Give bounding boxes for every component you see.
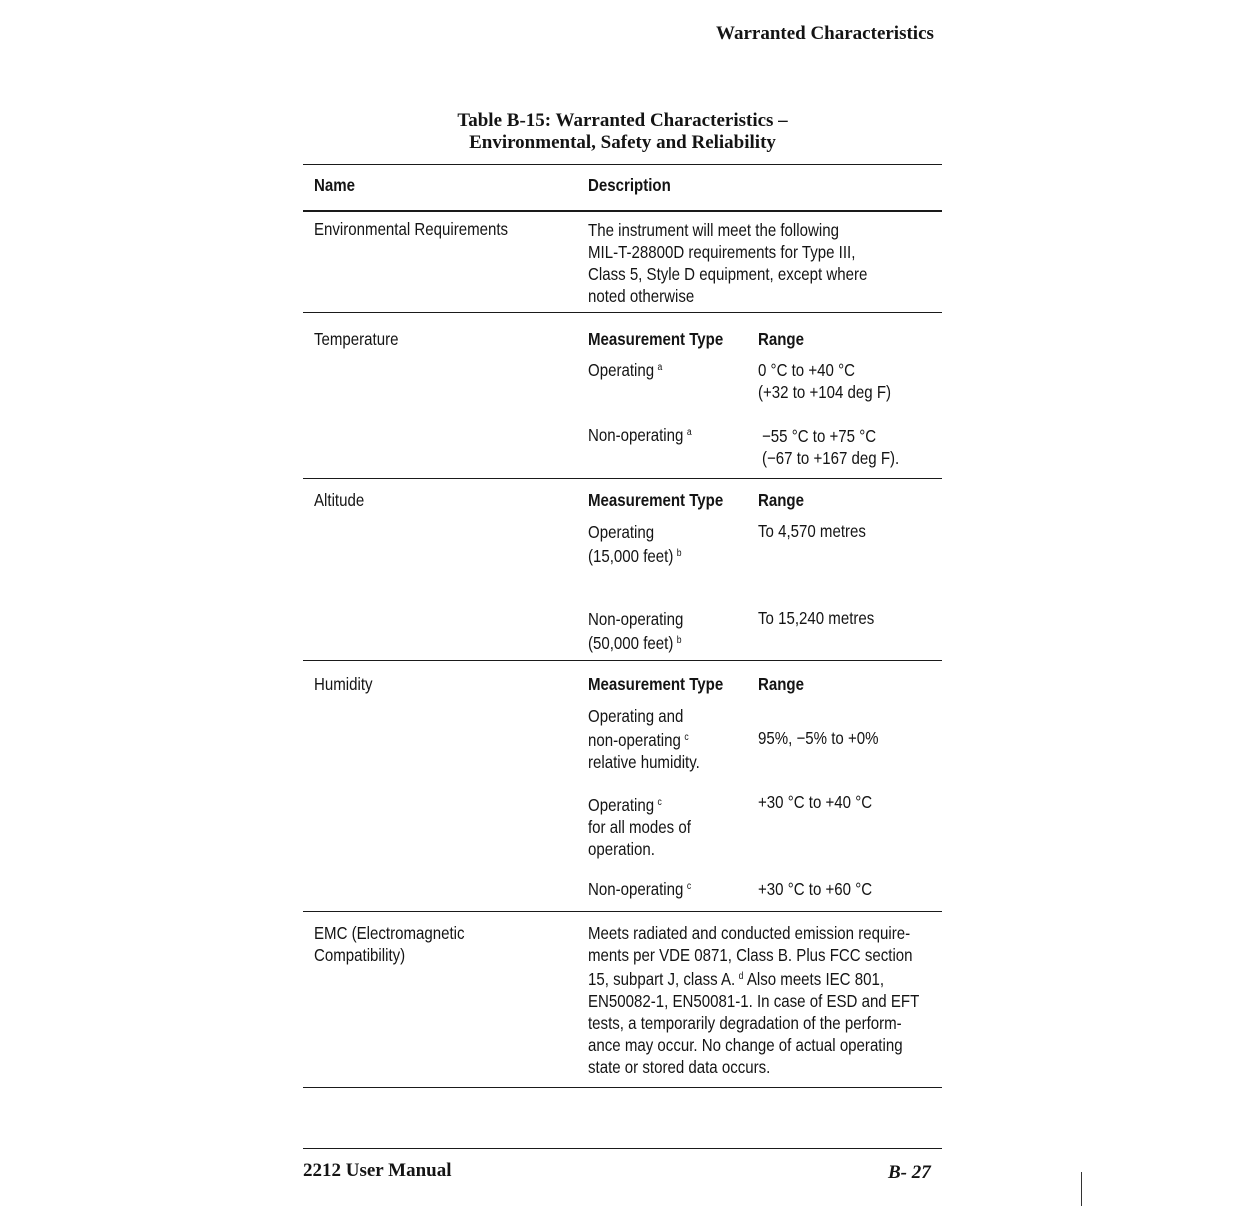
subheader-range: Range bbox=[758, 329, 804, 349]
humidity-relative-range: 95%, −5% to +0% bbox=[758, 728, 879, 748]
scan-mark bbox=[1081, 1172, 1082, 1206]
row-name-environmental: Environmental Requirements bbox=[314, 219, 509, 239]
row-name-altitude: Altitude bbox=[314, 490, 365, 510]
table-top-rule bbox=[303, 164, 942, 165]
row-description-environmental bbox=[588, 219, 867, 307]
temperature-nonoperating-range: −55 °C to +75 °C (−67 to +167 deg F). bbox=[762, 426, 900, 468]
row-name-emc: EMC (Electromagnetic Compatibility) bbox=[314, 923, 465, 965]
table-bottom-rule bbox=[303, 1087, 942, 1088]
footnote-marker: b bbox=[676, 635, 682, 646]
altitude-operating-label: Operating (15,000 feet) $^b$ bbox=[588, 522, 682, 566]
humidity-operating-range: +30 °C to +40 °C bbox=[758, 792, 873, 812]
subheader-range: Range bbox=[758, 674, 804, 694]
description-line: The instrument will meet the following bbox=[588, 220, 839, 240]
subheader-range: Range bbox=[758, 490, 804, 510]
subheader-measurement-type: Measurement Type bbox=[588, 329, 724, 349]
footnote-marker: c bbox=[684, 732, 689, 743]
running-header: Warranted Characteristics bbox=[716, 23, 934, 44]
temperature-operating-range: 0 °C to +40 °C (+32 to +104 deg F) bbox=[758, 360, 892, 402]
row-name-humidity: Humidity bbox=[314, 674, 373, 694]
footnote-marker: d bbox=[738, 971, 744, 982]
altitude-operating-range: To 4,570 metres bbox=[758, 521, 866, 541]
altitude-nonoperating-label: Non-operating (50,000 feet) $^b$ bbox=[588, 609, 684, 653]
humidity-relative-label: Operating and non-operating $^c$ relative humidity. bbox=[588, 706, 700, 772]
table-caption bbox=[300, 110, 945, 154]
description-line: Class 5, Style D equipment, except where bbox=[588, 264, 868, 284]
table-header-rule bbox=[303, 210, 942, 212]
table-caption-line1: Table B-15: Warranted Characteristics – bbox=[457, 110, 788, 131]
description-line: MIL-T-28800D requirements for Type III, bbox=[588, 242, 856, 262]
temperature-operating-label: Operating $^a$ bbox=[588, 360, 663, 380]
temperature-nonoperating-label: Non-operating $^a$ bbox=[588, 425, 692, 445]
footer-manual-title: 2212 User Manual bbox=[303, 1160, 452, 1181]
footnote-marker: c bbox=[657, 797, 662, 808]
row-divider bbox=[303, 312, 942, 313]
footnote-marker: a bbox=[657, 362, 663, 373]
column-header-name: Name bbox=[314, 175, 355, 195]
row-divider bbox=[303, 660, 942, 661]
footnote-marker: c bbox=[686, 881, 692, 892]
humidity-operating-label: Operating $^c$ for all modes of operation. bbox=[588, 795, 691, 859]
description-line: noted otherwise bbox=[588, 286, 695, 306]
row-name-temperature: Temperature bbox=[314, 329, 399, 349]
humidity-nonoperating-range: +30 °C to +60 °C bbox=[758, 879, 873, 899]
row-description-emc: Meets radiated and conducted emission require- ments per VDE 0871, Class B. Plus FCC section 15, subpart J, class A. $^d$ Also meets IEC 801, EN50082-1, EN50081-1. In case of ESD and EFT tests, a temporarily degradation of the perform- ance may occur. No change of actual operating state or stored data occurs. bbox=[588, 923, 920, 1077]
footnote-marker: a bbox=[686, 427, 692, 438]
row-divider bbox=[303, 911, 942, 912]
row-divider bbox=[303, 478, 942, 479]
subheader-measurement-type: Measurement Type bbox=[588, 490, 724, 510]
table-caption-line2: Environmental, Safety and Reliability bbox=[469, 132, 776, 153]
footer-rule bbox=[303, 1148, 942, 1149]
footnote-marker: b bbox=[676, 548, 682, 559]
column-header-description: Description bbox=[588, 175, 671, 195]
subheader-measurement-type: Measurement Type bbox=[588, 674, 724, 694]
altitude-nonoperating-range: To 15,240 metres bbox=[758, 608, 875, 628]
footer-page-number: B- 27 bbox=[888, 1162, 931, 1183]
humidity-nonoperating-label: Non-operating $^c$ bbox=[588, 879, 692, 899]
